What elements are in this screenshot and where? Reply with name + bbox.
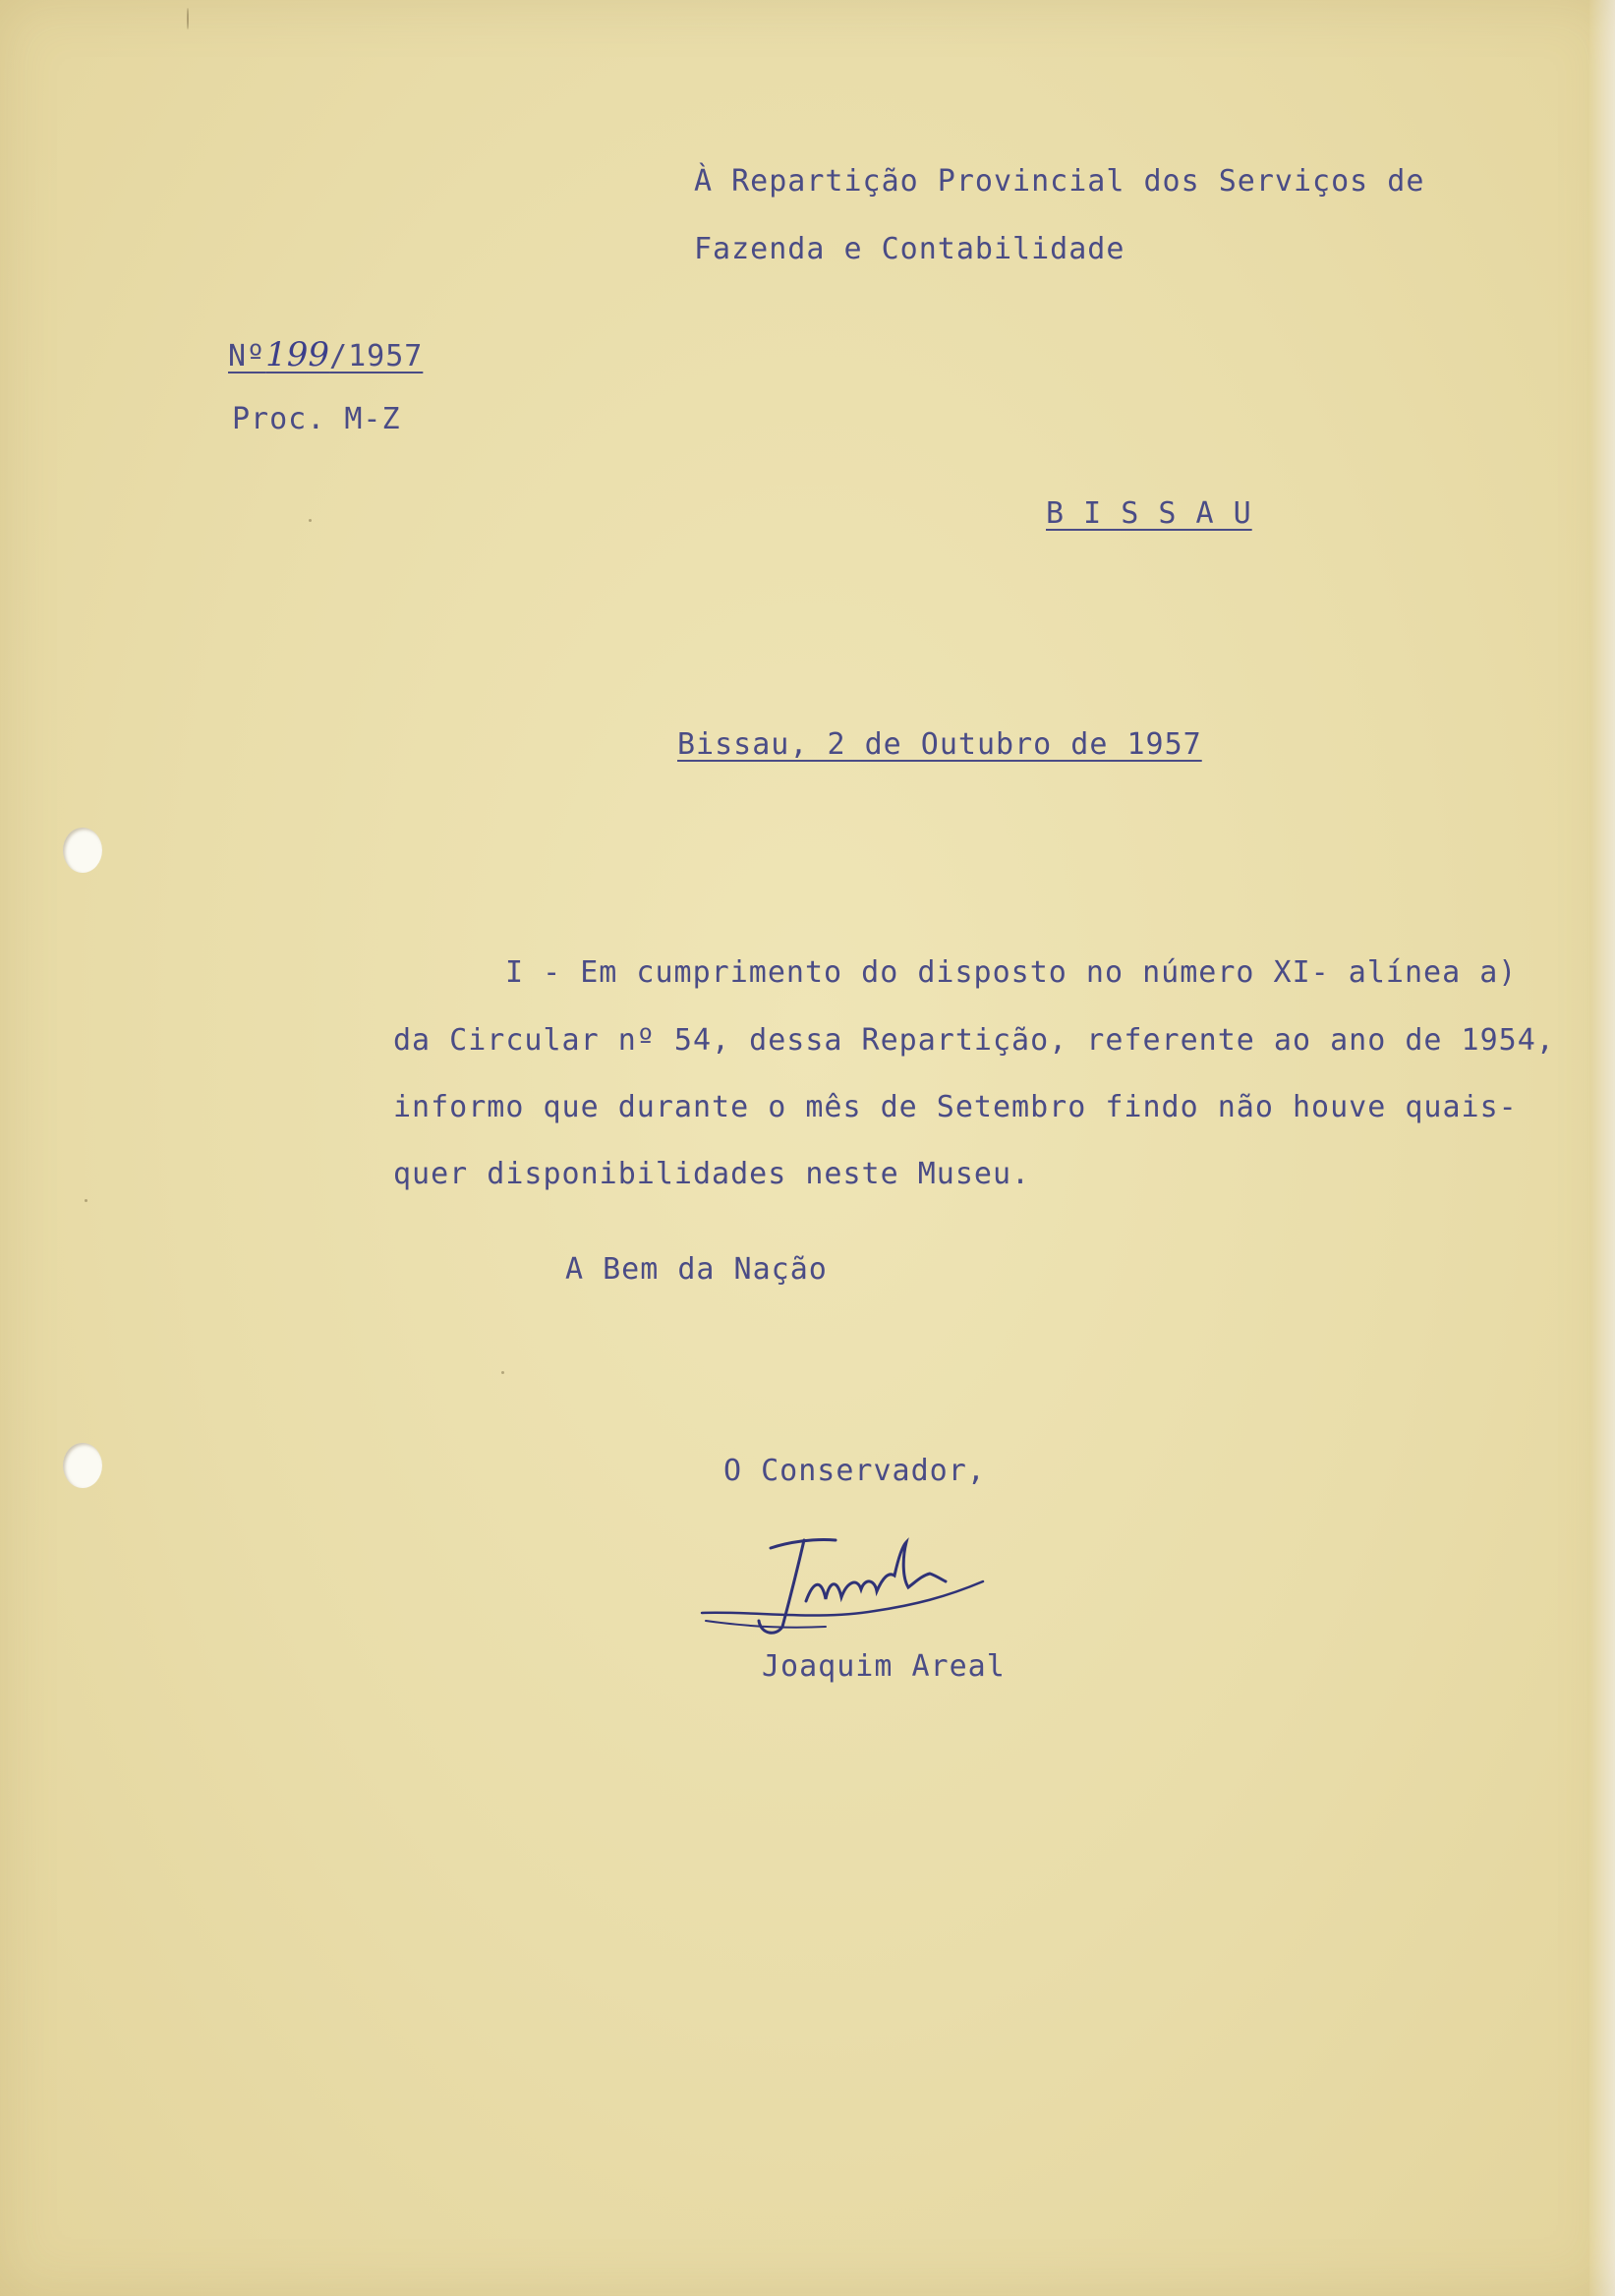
addressee-line-2: Fazenda e Contabilidade <box>694 232 1125 266</box>
body-line-1: I - Em cumprimento do disposto no número XI- alínea a) <box>505 955 1518 990</box>
reference-year: /1957 <box>329 339 424 373</box>
destination-city: B I S S A U <box>1046 496 1252 531</box>
letter-date: Bissau, 2 de Outubro de 1957 <box>677 727 1202 762</box>
process-reference: Proc. M-Z <box>232 402 401 436</box>
signatory-name: Joaquim Areal <box>762 1649 1006 1684</box>
handwritten-signature <box>688 1519 1012 1656</box>
punch-hole-top <box>63 828 102 873</box>
punch-hole-bottom <box>63 1443 102 1488</box>
handwritten-reference-number: 199 <box>265 335 330 374</box>
body-line-2: da Circular nº 54, dessa Repartição, referente ao ano de 1954, <box>393 1023 1555 1058</box>
signatory-title: O Conservador, <box>723 1454 986 1488</box>
paper-speck <box>85 1199 87 1202</box>
closing-salutation: A Bem da Nação <box>565 1252 828 1287</box>
paper-speck <box>187 8 189 29</box>
reference-number <box>228 335 424 374</box>
addressee-line-1: À Repartição Provincial dos Serviços de <box>694 164 1425 199</box>
body-line-4: quer disponibilidades neste Museu. <box>393 1157 1031 1191</box>
body-line-3: informo que durante o mês de Setembro findo não houve quais- <box>393 1090 1518 1124</box>
reference-prefix: Nº <box>228 339 266 373</box>
paper-edge <box>1589 0 1615 2296</box>
paper-speck <box>309 519 312 522</box>
paper-speck <box>501 1371 504 1374</box>
